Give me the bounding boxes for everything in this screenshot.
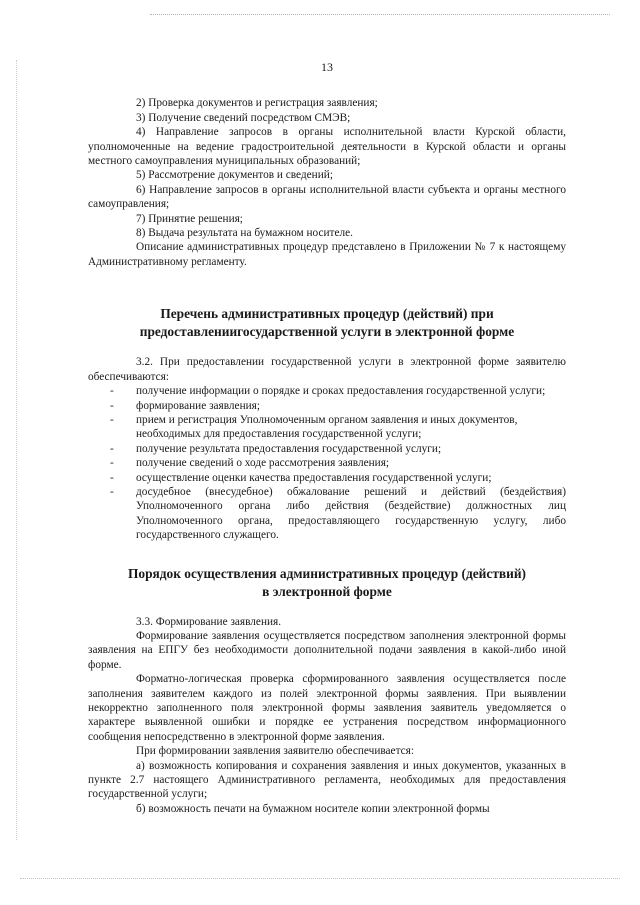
paragraph: а) возможность копирования и сохранения заявления и иных документов, указанных в пункте 2.7 настоящего Административного регламента, необходимых для предоставления государственной услуги; — [88, 759, 566, 801]
scan-artifact-top — [150, 14, 610, 16]
section-3-3: 3.3. Формирование заявления. — [136, 615, 282, 628]
list-item: - получение результата предоставления государственной услуги; — [110, 442, 442, 455]
document-page — [88, 60, 566, 816]
list-item: - получение сведений о ходе рассмотрения заявления; — [110, 457, 390, 470]
paragraph: Форматно-логическая проверка сформированного заявления осуществляется после заполнения заявителем каждого из полей электронной формы заявления. При выявлении некорректно заполненного поля электронной формы заявления заявитель уведомляется о характере выявленной ошибки и порядке ее устранения посредством информационного сообщения непосредственно в электронной форме заявления. — [88, 673, 566, 743]
paragraph: б) возможность печати на бумажном носителе копии электронной формы — [136, 802, 490, 815]
list-item: 6) Направление запросов в органы исполнительной власти субъекта и органы местного самоуправления; — [88, 183, 566, 211]
description-paragraph: Описание административных процедур представлено в Приложении № 7 к настоящему Административному регламенту. — [88, 241, 566, 268]
list-item: - формирование заявления; — [110, 399, 261, 412]
paragraph: При формировании заявления заявителю обеспечивается: — [136, 745, 414, 758]
heading-line: в электронной форме — [262, 583, 392, 599]
section-heading — [88, 305, 566, 341]
list-item: 5) Рассмотрение документов и сведений; — [136, 169, 333, 182]
list-item: - досудебное (внесудебное) обжалование решений и действий (бездействия) Уполномоченного органа либо действия (бездействие) должностных лиц Уполномоченного органа, предоставляющего государственную услугу, либо государственного служащего. — [110, 485, 566, 542]
heading-line: предоставлениигосударственной услуги в электронной форме — [139, 324, 515, 340]
list-item: - получение информации о порядке и сроках предоставления государственной услуги; — [110, 385, 546, 398]
list-item: 2) Проверка документов и регистрация заявления; — [136, 97, 378, 110]
paragraph: Формирование заявления осуществляется посредством заполнения электронной формы заявления на ЕПГУ без необходимости дополнительной подачи заявления в какой-либо иной форме. — [88, 629, 566, 671]
scan-artifact-bottom — [20, 878, 620, 880]
heading-line: Порядок осуществления административных процедур (действий) — [127, 565, 527, 581]
section-3-2: 3.2. При предоставлении государственной услуги в электронной форме заявителю обеспечиваются: — [88, 356, 566, 383]
list-item: - прием и регистрация Уполномоченным органом заявления и иных документов, необходимых для предоставления государственной услуги; — [110, 413, 518, 441]
scan-artifact-left — [16, 60, 18, 840]
list-item: 3) Получение сведений посредством СМЭВ; — [136, 111, 351, 124]
list-item: 8) Выдача результата на бумажном носителе. — [136, 227, 353, 240]
section-heading — [88, 565, 566, 601]
heading-line: Перечень административных процедур (действий) при — [160, 306, 494, 322]
list-item: - осуществление оценки качества предоставления государственной услуги; — [110, 471, 492, 484]
list-item: 4) Направление запросов в органы исполнительной власти Курской области, уполномоченные на ведение градостроительной деятельности в Курской области и органы местного самоуправления муниципальных образований; — [88, 126, 566, 168]
page-number: 13 — [321, 60, 333, 74]
list-item: 7) Принятие решения; — [136, 212, 243, 225]
